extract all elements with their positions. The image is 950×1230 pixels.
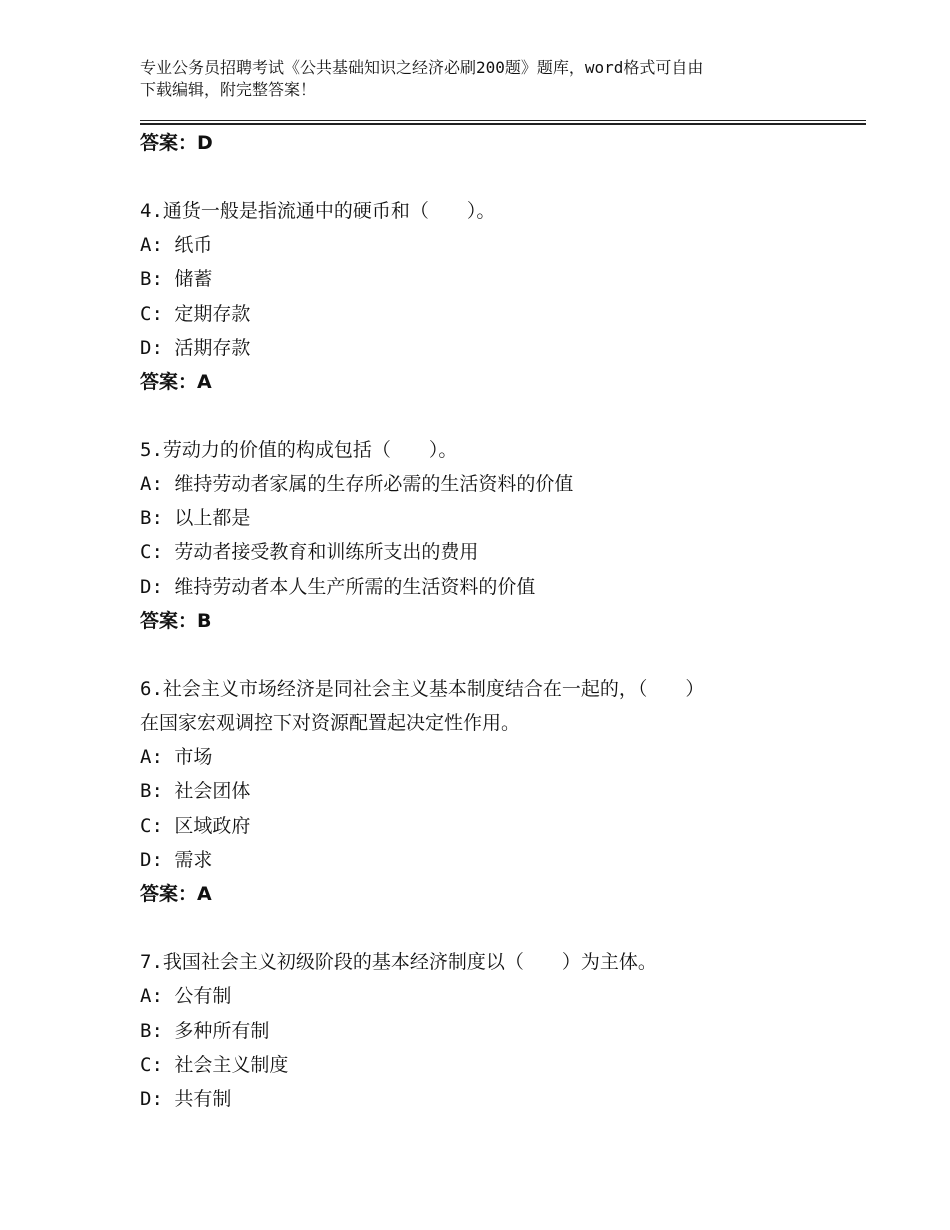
question-5-option-d: D: 维持劳动者本人生产所需的生活资料的价值	[140, 576, 536, 598]
question-7-option-a: A: 公有制	[140, 985, 232, 1007]
question-6-option-b: B: 社会团体	[140, 780, 251, 802]
question-7-option-d: D: 共有制	[140, 1088, 232, 1110]
question-4-option-a: A: 纸币	[140, 234, 213, 256]
header-line-2: 下载编辑，附完整答案！	[140, 80, 317, 99]
answer-q3: 答案：D	[140, 132, 213, 154]
question-5-stem: 5.劳动力的价值的构成包括（ ）。	[140, 439, 458, 461]
question-6-stem-line-2: 在国家宏观调控下对资源配置起决定性作用。	[140, 712, 521, 734]
question-7-stem: 7.我国社会主义初级阶段的基本经济制度以（ ）为主体。	[140, 951, 657, 973]
question-7-option-b: B: 多种所有制	[140, 1020, 270, 1042]
header-rule-thick	[140, 123, 866, 125]
question-6-option-a: A: 市场	[140, 746, 213, 768]
question-5-option-b: B: 以上都是	[140, 507, 251, 529]
question-4-option-c: C: 定期存款	[140, 303, 251, 325]
header-line-1: 专业公务员招聘考试《公共基础知识之经济必刷200题》题库，word格式可自由	[140, 58, 704, 77]
question-5-option-c: C: 劳动者接受教育和训练所支出的费用	[140, 541, 479, 563]
document-header	[140, 57, 820, 101]
question-6-stem-line-1: 6.社会主义市场经济是同社会主义基本制度结合在一起的，（ ）	[140, 678, 705, 700]
answer-q5: 答案：B	[140, 610, 212, 632]
question-4-stem: 4.通货一般是指流通中的硬币和（ ）。	[140, 200, 496, 222]
question-6-option-c: C: 区域政府	[140, 815, 251, 837]
question-4-option-d: D: 活期存款	[140, 337, 251, 359]
question-4-option-b: B: 储蓄	[140, 268, 213, 290]
question-7-option-c: C: 社会主义制度	[140, 1054, 289, 1076]
answer-q6: 答案：A	[140, 883, 212, 905]
question-5-option-a: A: 维持劳动者家属的生存所必需的生活资料的价值	[140, 473, 574, 495]
header-rule-thin	[140, 120, 866, 121]
question-6-option-d: D: 需求	[140, 849, 213, 871]
answer-q4: 答案：A	[140, 371, 212, 393]
